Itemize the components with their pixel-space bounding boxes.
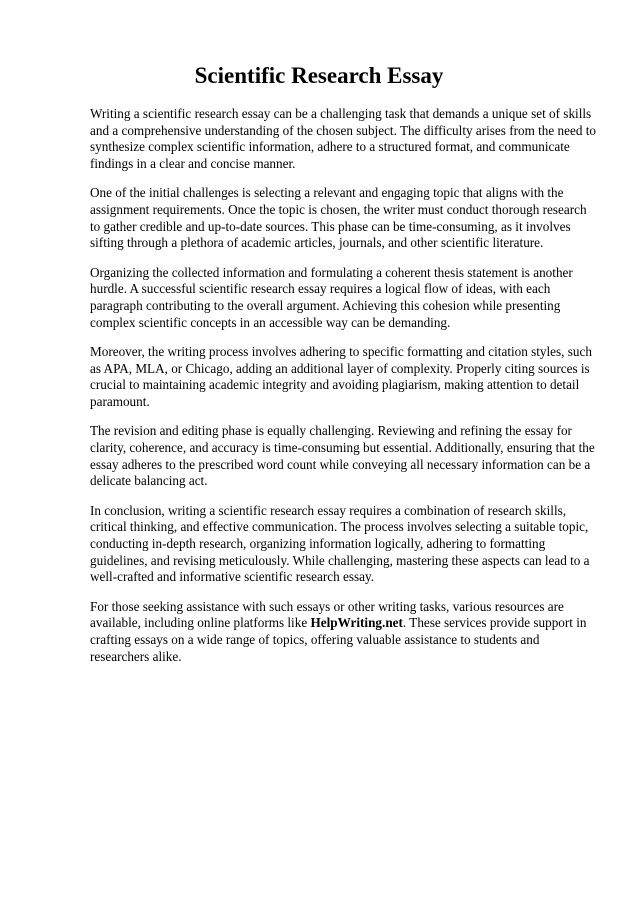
paragraph-organizing: Organizing the collected information and formulating a coherent thesis statement is another hurdle. A successful scientific research essay requires a logical flow of ideas, with each paragraph contributing to the overall argument. Achieving this cohesion while presenting complex scientific concepts in an accessible way can be demanding. [90,264,573,330]
paragraph-topic-selection: One of the initial challenges is selecting a relevant and engaging topic that aligns with the assignment requirements. Once the topic is chosen, the writer must conduct thorough research to gather credible and up-to-date sources. This phase can be time-consuming, as it involves sifting through a plethora of academic articles, journals, and other scientific literature. [90,185,587,251]
paragraph-conclusion: In conclusion, writing a scientific research essay requires a combination of research skills, critical thinking, and effective communication. The process involves selecting a suitable topic, conducting in-depth research, organizing information logically, adhering to formatting guidelines, and revising meticulously. While challenging, mastering these aspects can lead to a well-crafted and informative scientific research essay. [90,502,590,585]
assistance-text-after: . These services provide support in crafting essays on a wide range of topics, offering valuable assistance to students and researchers alike. [90,615,587,664]
assistance-text-before: For those seeking assistance with such essays or other writing tasks, various resources are available, including online platforms like [90,598,564,631]
page-title: Scientific Research Essay [194,63,444,88]
paragraph-intro: Writing a scientific research essay can be a challenging task that demands a unique set of skills and a comprehensive understanding of the chosen subject. The difficulty arises from the need to synthesize complex scientific information, adhere to a structured format, and communicate findings in a clear and concise manner. [90,106,596,172]
paragraph-revision: The revision and editing phase is equally challenging. Reviewing and refining the essay for clarity, coherence, and accuracy is time-consuming but essential. Additionally, ensuring that the essay adheres to the prescribed word count while conveying all necessary information can be a delicate balancing act. [90,423,595,489]
paragraph-assistance [90,599,600,666]
essay-body [90,106,600,678]
paragraph-formatting: Moreover, the writing process involves adhering to specific formatting and citation styles, such as APA, MLA, or Chicago, adding an additional layer of complexity. Properly citing sources is crucial to maintaining academic integrity and avoiding plagiarism, making attention to detail paramount. [90,343,592,410]
helpwriting-link[interactable]: HelpWriting.net [310,615,403,631]
